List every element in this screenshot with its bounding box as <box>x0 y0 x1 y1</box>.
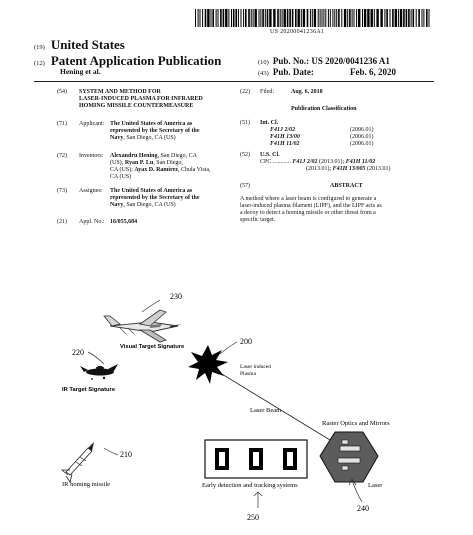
cpc-dots: ............ <box>272 159 291 165</box>
barcode-bar <box>341 9 342 27</box>
country: United States <box>50 37 125 52</box>
assignee-label: Assignee: <box>79 188 103 194</box>
pub-no-code: (10) <box>258 59 269 66</box>
cpc-line-1: CPC ............ F41J 2/02 (2013.01); F41H 11/02 <box>260 159 376 165</box>
cpc-line-2: (2013.01); F41H 13/005 (2013.01) <box>306 166 391 172</box>
barcode-bar <box>253 9 254 27</box>
intcl-code: (51) <box>240 120 250 126</box>
barcode-bar <box>395 9 397 27</box>
barcode-bar <box>413 9 415 27</box>
barcode-bar <box>260 9 261 27</box>
barcode-bar <box>284 9 286 27</box>
barcode-bar <box>426 9 428 27</box>
barcode-bar <box>205 9 207 27</box>
pub-date-label: Pub. Date: <box>272 67 314 77</box>
barcode-bar <box>282 9 283 27</box>
ref-240: 240 <box>357 504 369 513</box>
barcode-bar <box>411 9 412 27</box>
barcode-bar <box>314 9 316 27</box>
inventors <box>110 153 235 181</box>
barcode-bar <box>231 9 232 27</box>
missile-label: IR homing missile <box>62 481 111 488</box>
intcl-date-1: (2006.01) <box>350 127 374 133</box>
barcode-bar <box>358 9 360 27</box>
barcode-bar <box>200 9 201 27</box>
pub-no: US 2020/0041236 A1 <box>311 56 390 66</box>
ref-220: 220 <box>72 348 84 357</box>
barcode-bar <box>390 9 391 27</box>
barcode-bar <box>207 9 209 27</box>
barcode-bar <box>380 9 382 27</box>
barcode-bar <box>248 9 250 27</box>
barcode-bar <box>408 9 410 27</box>
detector-3-window <box>287 452 293 466</box>
applicant-line-2: represented by the Secretary of the <box>110 128 200 134</box>
appl-label: Appl. No.: <box>79 219 105 225</box>
barcode-bar <box>223 9 225 27</box>
inventor-line-2: (US); Ryan P. Lu, San Diego, <box>110 160 183 166</box>
barcode-bar <box>347 9 348 27</box>
barcode-bar <box>211 9 212 27</box>
inventors-label: Inventors: <box>79 153 104 159</box>
laser-beam-label: Laser Beam <box>250 407 282 414</box>
cpc-label: CPC <box>260 159 272 165</box>
pub-type: Patent Application Publication <box>50 53 222 68</box>
country-code: (19) <box>34 44 45 51</box>
filed-label: Filed: <box>260 89 275 95</box>
barcode-bar <box>287 9 289 27</box>
title <box>79 89 229 110</box>
filed-code: (22) <box>240 89 250 95</box>
barcode-bar <box>322 9 323 27</box>
barcode-bar <box>330 9 331 27</box>
applicant-line-1: The United States of America as <box>110 121 193 127</box>
barcode-bar <box>228 9 229 27</box>
ref-210: 210 <box>120 450 132 459</box>
barcode-bar <box>303 9 305 27</box>
barcode-bar <box>367 9 369 27</box>
barcode-number: US 20200041236A1 <box>270 29 325 35</box>
barcode-bar <box>416 9 417 27</box>
inventor-line-3: CA (US); Ayax D. Ramirez, Chula Vista, <box>110 167 211 173</box>
barcode-bar <box>218 9 219 27</box>
ref-200: 200 <box>240 337 252 346</box>
ref-250: 250 <box>247 513 259 522</box>
barcode-bar <box>225 9 227 27</box>
leader-230 <box>142 300 160 312</box>
barcode-bar <box>251 9 252 27</box>
barcode-bar <box>364 9 366 27</box>
laser-beam-line <box>212 368 330 440</box>
abstract-line-1: A method where a laser beam is configured to generate a <box>240 196 377 202</box>
detector-2-window <box>253 452 259 466</box>
barcode-bar <box>336 9 337 27</box>
intcl-date-3: (2006.01) <box>350 141 374 147</box>
barcode-bar <box>328 9 329 27</box>
barcode-bar <box>332 9 333 27</box>
barcode-bar <box>238 9 239 27</box>
barcode-bar <box>255 9 257 27</box>
barcode-bar <box>418 9 420 27</box>
detection-label: Early detection and tracking systems <box>202 482 298 489</box>
barcode-bar <box>320 9 321 27</box>
intcl-code-1: F41J 2/02 <box>270 127 296 133</box>
barcode-bar <box>277 9 279 27</box>
barcode-bar <box>245 9 247 27</box>
barcode-bar <box>374 9 375 27</box>
barcode-bar <box>392 9 394 27</box>
barcode-bar <box>422 9 423 27</box>
assignee-line-2: represented by the Secretary of the <box>110 195 200 201</box>
barcode-bar <box>269 9 271 27</box>
barcode-bar <box>198 9 199 27</box>
mirror-slot-3 <box>342 440 348 444</box>
barcode-bar <box>216 9 217 27</box>
barcode-bar <box>429 9 430 27</box>
lipf-label-1: Laser induced <box>240 364 271 370</box>
barcode-bar <box>202 9 203 27</box>
assignee-line-3: Navy, San Diego, CA (US) <box>110 202 176 208</box>
leader-220 <box>88 352 104 364</box>
barcode-bar <box>352 9 353 27</box>
barcode-bar <box>325 9 326 27</box>
title-line-2: LASER-INDUCED PLASMA FOR INFRARED <box>79 96 203 102</box>
barcode-bar <box>292 9 294 27</box>
assignee-code: (73) <box>57 188 67 194</box>
barcode-bar <box>323 9 324 27</box>
inventors-code: (72) <box>57 153 67 159</box>
appl-number: 16/055,684 <box>110 219 138 225</box>
title-code: (54) <box>57 89 67 95</box>
barcode-bar <box>312 9 313 27</box>
barcode-bar <box>406 9 408 27</box>
applicant-line-3: Navy, San Diego, CA (US) <box>110 135 176 141</box>
abstract-line-2: laser-induced plasma filament (LIPF), and the LIPF acts as <box>240 203 382 209</box>
barcode-bar <box>371 9 373 27</box>
barcode <box>195 9 430 27</box>
visual-signature-label: Visual Target Signature <box>120 344 185 350</box>
barcode-bar <box>423 9 424 27</box>
barcode-bar <box>386 9 388 27</box>
barcode-bar <box>267 9 269 27</box>
figure-drawing <box>0 280 473 535</box>
leader-240 <box>352 480 362 502</box>
barcode-bar <box>241 9 242 27</box>
intcl-date-2: (2006.01) <box>350 134 374 140</box>
pub-type-code: (12) <box>34 60 45 67</box>
barcode-bar <box>233 9 235 27</box>
intcl-code-3: F41H 11/02 <box>270 141 300 147</box>
assignee-line-1: The United States of America as <box>110 188 193 194</box>
aircraft-icon <box>104 310 182 342</box>
mirror-slot-2 <box>338 458 360 463</box>
uscl-label: U.S. Cl. <box>260 152 280 158</box>
detector-1-window <box>219 452 225 466</box>
barcode-bar <box>301 9 302 27</box>
barcode-bar <box>362 9 363 27</box>
barcode-bar <box>310 9 311 27</box>
intcl-code-2: F41H 13/00 <box>270 134 300 140</box>
barcode-bar <box>212 9 214 27</box>
inventor-line-1: Alexandru Hening, San Diego, CA <box>110 153 198 159</box>
barcode-bar <box>318 9 319 27</box>
abstract-line-4: specific target. <box>240 217 276 223</box>
inventor-line-4: CA (US) <box>110 174 132 180</box>
barcode-bar <box>298 9 300 27</box>
lipf-label-2: Plasma <box>240 371 256 377</box>
barcode-bar <box>354 9 355 27</box>
ref-230: 230 <box>170 292 182 301</box>
pub-number-line <box>258 56 390 66</box>
abstract-line-3: a decoy to detect a homing missile or other threat from a <box>240 210 376 216</box>
barcode-bar <box>376 9 378 27</box>
barcode-bar <box>403 9 405 27</box>
assignee <box>110 188 235 209</box>
barcode-bar <box>280 9 281 27</box>
applicant-label: Applicant: <box>79 121 105 127</box>
ir-signature-blob <box>80 364 118 380</box>
mirror-slot-4 <box>342 466 348 470</box>
barcode-bar <box>344 9 346 27</box>
appl-code: (21) <box>57 219 67 225</box>
raster-optics-label: Raster Optics and Mirrors <box>322 420 390 427</box>
authors: Hening et al. <box>60 67 101 76</box>
pub-date-code: (43) <box>258 70 269 77</box>
barcode-bar <box>400 9 402 27</box>
barcode-bar <box>349 9 351 27</box>
barcode-bar <box>289 9 291 27</box>
pub-no-label: Pub. No.: <box>272 56 310 66</box>
barcode-bar <box>243 9 244 27</box>
barcode-bar <box>195 9 196 27</box>
title-line-1: SYSTEM AND METHOD FOR <box>79 89 161 95</box>
ir-signature-label: IR Target Signature <box>62 387 116 393</box>
abstract-code: (57) <box>240 183 250 189</box>
barcode-bar <box>307 9 309 27</box>
abstract-heading: ABSTRACT <box>330 183 363 189</box>
leader-210 <box>104 448 118 455</box>
intcl-label: Int. Cl. <box>260 120 279 126</box>
barcode-bar <box>262 9 264 27</box>
barcode-bar <box>398 9 399 27</box>
plasma-burst-icon <box>188 345 228 384</box>
barcode-bar <box>334 9 335 27</box>
uscl-code: (52) <box>240 152 250 158</box>
pub-date-line <box>258 67 396 77</box>
laser-label: Laser <box>368 482 383 489</box>
abstract-text <box>240 196 440 224</box>
barcode-bar <box>220 9 222 27</box>
barcode-bar <box>295 9 297 27</box>
missile-icon <box>62 442 94 482</box>
header-rule <box>34 81 434 82</box>
barcode-bar <box>384 9 385 27</box>
barcode-bar <box>265 9 266 27</box>
barcode-bar <box>235 9 237 27</box>
applicant-code: (71) <box>57 121 67 127</box>
applicant <box>110 121 235 142</box>
barcode-bar <box>273 9 275 27</box>
barcode-bar <box>338 9 340 27</box>
leader-250 <box>254 492 262 508</box>
leader-200 <box>220 342 237 354</box>
classification-heading: Publication Classification <box>291 106 357 112</box>
filed-date: Aug. 6, 2018 <box>291 89 323 95</box>
pub-date: Feb. 6, 2020 <box>350 67 396 77</box>
title-line-3: HOMING MISSILE COUNTERMEASURE <box>79 103 194 109</box>
barcode-bar <box>259 9 260 27</box>
country-heading <box>34 37 125 53</box>
barcode-bar <box>356 9 357 27</box>
mirror-slot-1 <box>340 446 360 451</box>
